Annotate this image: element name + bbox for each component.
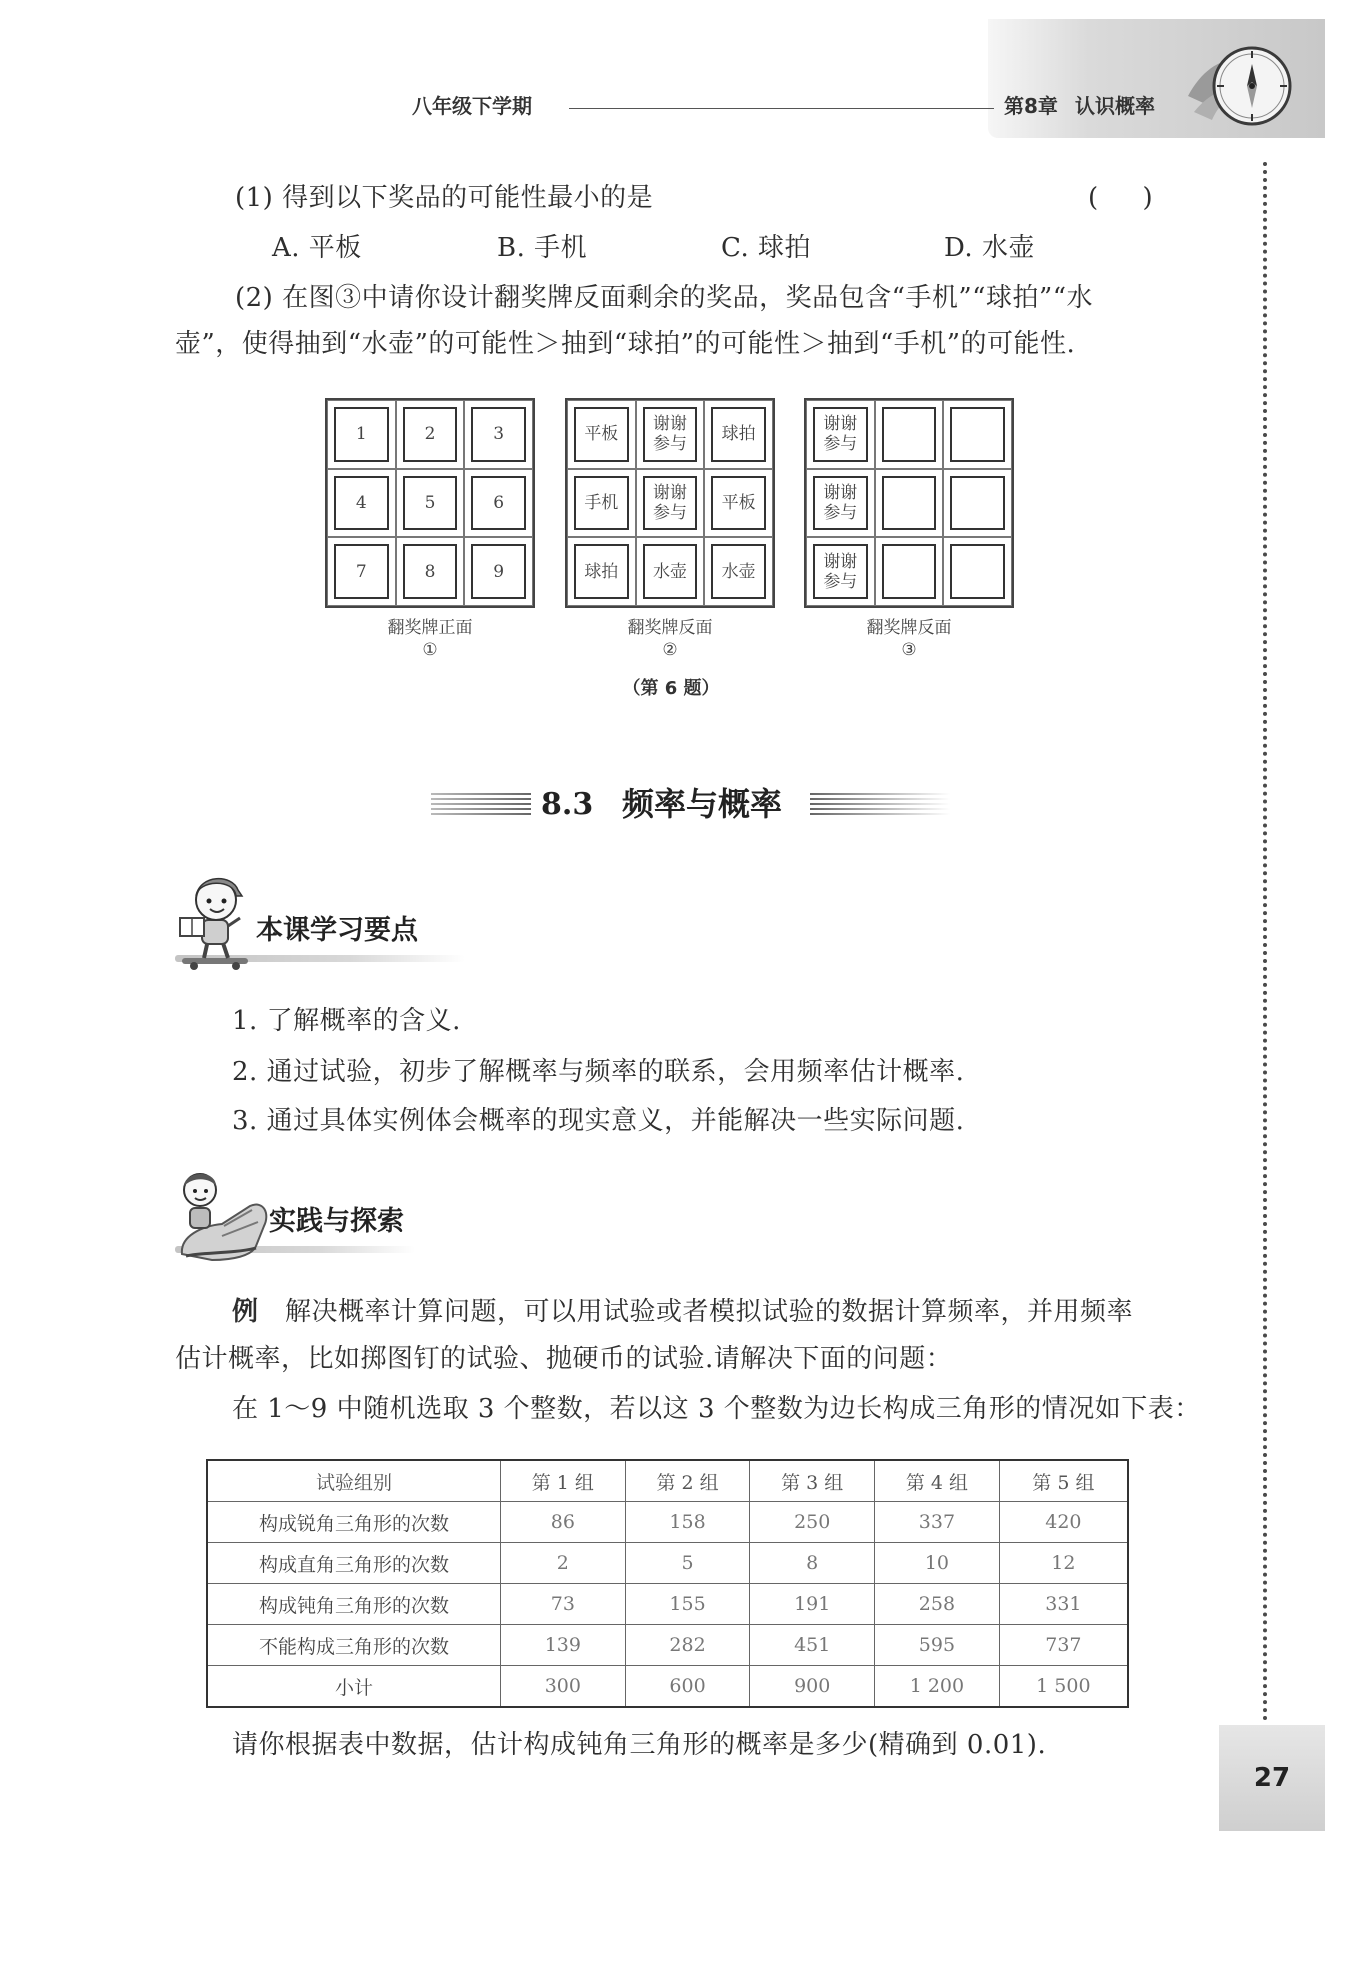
prize-card-face: [711, 476, 766, 531]
table-row: [207, 1502, 1128, 1543]
prize-card-label: 5: [424, 492, 436, 513]
table-cell: 600: [625, 1666, 750, 1708]
prize-card-face: [813, 407, 868, 462]
prize-card: [567, 469, 636, 538]
table-cell: 第 3 组: [750, 1460, 875, 1502]
example-line-3: 在 1～9 中随机选取 3 个整数，若以这 3 个整数为边长构成三角形的情况如下表：: [232, 1394, 1201, 1424]
prize-card-face: [471, 407, 526, 462]
prize-card: [704, 537, 773, 606]
prize-card-face: [643, 476, 698, 531]
table-cell: 139: [501, 1625, 626, 1666]
margin-dotted-line: [1263, 162, 1267, 1722]
example-line-1: 解决概率计算问题，可以用试验或者模拟试验的数据计算频率，并用频率: [285, 1297, 1134, 1327]
prize-card-face: [711, 407, 766, 462]
prize-card: [636, 469, 705, 538]
table-question: 请你根据表中数据，估计构成钝角三角形的概率是多少(精确到 0.01).: [232, 1730, 1047, 1760]
row-label-cell: 试验组别: [207, 1460, 501, 1502]
prize-card: [396, 400, 465, 469]
key-point-item: 3. 通过具体实例体会概率的现实意义，并能解决一些实际问题.: [232, 1106, 965, 1136]
grid-caption: 翻奖牌正面: [387, 618, 473, 638]
table-cell: 12: [999, 1543, 1128, 1584]
table-cell: 595: [875, 1625, 1000, 1666]
table-cell: 155: [625, 1584, 750, 1625]
table-header-row: [207, 1460, 1128, 1502]
table-cell: 451: [750, 1625, 875, 1666]
prize-card-face: [334, 544, 389, 599]
prize-card: [943, 400, 1012, 469]
prize-card-face: [882, 544, 937, 599]
table-row: [207, 1666, 1128, 1708]
grid-label: ②: [662, 640, 678, 660]
prize-card-label: 平板: [584, 424, 619, 445]
prize-card: [464, 469, 533, 538]
prize-card-face: [574, 544, 629, 599]
table-cell: 158: [625, 1502, 750, 1543]
option-c: C. 球拍: [721, 233, 811, 263]
prize-card-label: 8: [424, 561, 436, 582]
prize-card: [567, 537, 636, 606]
key-point-item: 2. 通过试验，初步了解概率与频率的联系，会用频率估计概率.: [232, 1057, 965, 1087]
row-label-cell: 不能构成三角形的次数: [207, 1625, 501, 1666]
section-number: 8.3: [541, 787, 594, 822]
prize-card-face: [882, 407, 937, 462]
prize-card-face: [813, 544, 868, 599]
prize-card-face: [471, 476, 526, 531]
table-cell: 86: [501, 1502, 626, 1543]
table-cell: 73: [501, 1584, 626, 1625]
prize-card-face: [334, 476, 389, 531]
prize-card-label: 水壶: [721, 561, 756, 582]
table-cell: 258: [875, 1584, 1000, 1625]
prize-card-label: 平板: [721, 492, 756, 513]
prize-card-label: 球拍: [584, 561, 619, 582]
row-label-cell: 构成钝角三角形的次数: [207, 1584, 501, 1625]
prize-card-face: [813, 476, 868, 531]
table-cell: 1 500: [999, 1666, 1128, 1708]
key-point-item: 1. 了解概率的含义.: [232, 1006, 461, 1036]
option-a: A. 平板: [272, 233, 362, 263]
key-points-heading: 本课学习要点: [256, 915, 418, 946]
table-row: [207, 1584, 1128, 1625]
prize-card-face: [403, 544, 458, 599]
prize-card: [327, 469, 396, 538]
prize-card: [806, 400, 875, 469]
prize-card-label: 谢谢参与: [652, 414, 687, 455]
table-cell: 191: [750, 1584, 875, 1625]
prize-card: [396, 469, 465, 538]
example-line-2: 估计概率，比如掷图钉的试验、抛硬币的试验.请解决下面的问题：: [175, 1344, 953, 1374]
prize-card: [806, 469, 875, 538]
q6-part2-line-1: (2) 在图③中请你设计翻奖牌反面剩余的奖品，奖品包含“手机”“球拍”“水: [235, 283, 1094, 313]
prize-card: [704, 400, 773, 469]
prize-card: [704, 469, 773, 538]
prize-card: [464, 400, 533, 469]
grade-label: 八年级下学期: [412, 94, 532, 118]
prize-card-label: 谢谢参与: [652, 482, 687, 523]
prize-card-face: [882, 476, 937, 531]
row-label-cell: 构成锐角三角形的次数: [207, 1502, 501, 1543]
table-cell: 737: [999, 1625, 1128, 1666]
prize-card: [806, 537, 875, 606]
prize-card: [636, 537, 705, 606]
grid-label: ③: [901, 640, 917, 660]
table-row: [207, 1543, 1128, 1584]
table-cell: 250: [750, 1502, 875, 1543]
prize-card: [875, 537, 944, 606]
grid-caption: 翻奖牌反面: [627, 618, 713, 638]
prize-card-face: [334, 407, 389, 462]
prize-card-face: [711, 544, 766, 599]
row-label-cell: 构成直角三角形的次数: [207, 1543, 501, 1584]
example-label: 例: [232, 1297, 259, 1327]
row-label-cell: 小计: [207, 1666, 501, 1708]
prize-card-label: 9: [493, 561, 505, 582]
prize-card-label: 1: [355, 424, 367, 445]
prize-card-face: [643, 407, 698, 462]
prize-card-label: 2: [424, 424, 436, 445]
q6-part1-stem: (1) 得到以下奖品的可能性最小的是: [235, 183, 654, 213]
table-cell: 第 1 组: [501, 1460, 626, 1502]
prize-grid-back: [565, 398, 775, 608]
prize-card: [327, 537, 396, 606]
prize-card: [943, 469, 1012, 538]
prize-card-face: [643, 544, 698, 599]
boy-reading-on-skateboard-icon: [172, 874, 258, 970]
table-cell: 2: [501, 1543, 626, 1584]
triangle-trial-table: [206, 1459, 1129, 1708]
prize-card-label: 谢谢参与: [823, 551, 858, 592]
prize-card: [875, 469, 944, 538]
prize-card-face: [574, 476, 629, 531]
prize-card: [636, 400, 705, 469]
chapter-number: 第8章: [1004, 94, 1058, 118]
table-cell: 10: [875, 1543, 1000, 1584]
option-b: B. 手机: [497, 233, 588, 263]
prize-card-face: [574, 407, 629, 462]
table-cell: 第 4 组: [875, 1460, 1000, 1502]
chapter-title: 认识概率: [1075, 94, 1155, 118]
table-cell: 337: [875, 1502, 1000, 1543]
prize-card-face: [950, 544, 1005, 599]
prize-card-label: 手机: [584, 492, 619, 513]
prize-card-label: 谢谢参与: [823, 482, 858, 523]
table-cell: 420: [999, 1502, 1128, 1543]
table-cell: 282: [625, 1625, 750, 1666]
table-cell: 300: [501, 1666, 626, 1708]
prize-card-face: [403, 407, 458, 462]
figure-caption: （第 6 题）: [622, 678, 720, 699]
prize-card-label: 6: [493, 492, 505, 513]
prize-card-label: 3: [493, 424, 505, 445]
table-cell: 第 5 组: [999, 1460, 1128, 1502]
table-cell: 1 200: [875, 1666, 1000, 1708]
prize-card: [327, 400, 396, 469]
prize-card: [464, 537, 533, 606]
prize-card-label: 4: [355, 492, 367, 513]
practice-heading: 实践与探索: [269, 1206, 404, 1237]
page-number: 27: [1253, 1763, 1291, 1793]
section-title: 频率与概率: [622, 785, 783, 823]
prize-card: [943, 537, 1012, 606]
grid-label: ①: [422, 640, 438, 660]
section-heading-decoration-right: [810, 793, 950, 815]
header-rule: [569, 108, 994, 109]
prize-card-face: [471, 544, 526, 599]
table-cell: 5: [625, 1543, 750, 1584]
prize-card-face: [950, 476, 1005, 531]
page-number-box: [1219, 1725, 1325, 1831]
prize-card-face: [950, 407, 1005, 462]
table-cell: 第 2 组: [625, 1460, 750, 1502]
q6-part2-line-2: 壶”，使得抽到“水壶”的可能性＞抽到“球拍”的可能性＞抽到“手机”的可能性.: [175, 329, 1076, 359]
prize-card: [567, 400, 636, 469]
option-d: D. 水壶: [944, 233, 1035, 263]
prize-card: [396, 537, 465, 606]
clock-compass-icon: [1180, 34, 1295, 134]
prize-card-face: [403, 476, 458, 531]
prize-card-label: 7: [355, 561, 367, 582]
section-heading-decoration-left: [431, 793, 531, 815]
prize-grid-front: [325, 398, 535, 608]
prize-card-label: 球拍: [721, 424, 756, 445]
prize-grid-design: [804, 398, 1014, 608]
prize-card-label: 水壶: [652, 561, 687, 582]
boy-with-shoe-icon: [172, 1166, 272, 1264]
prize-card-label: 谢谢参与: [823, 414, 858, 455]
grid-caption: 翻奖牌反面: [866, 618, 952, 638]
table-cell: 331: [999, 1584, 1128, 1625]
table-cell: 900: [750, 1666, 875, 1708]
table-row: [207, 1625, 1128, 1666]
prize-card: [875, 400, 944, 469]
table-cell: 8: [750, 1543, 875, 1584]
answer-blank: ( ): [1088, 183, 1154, 213]
